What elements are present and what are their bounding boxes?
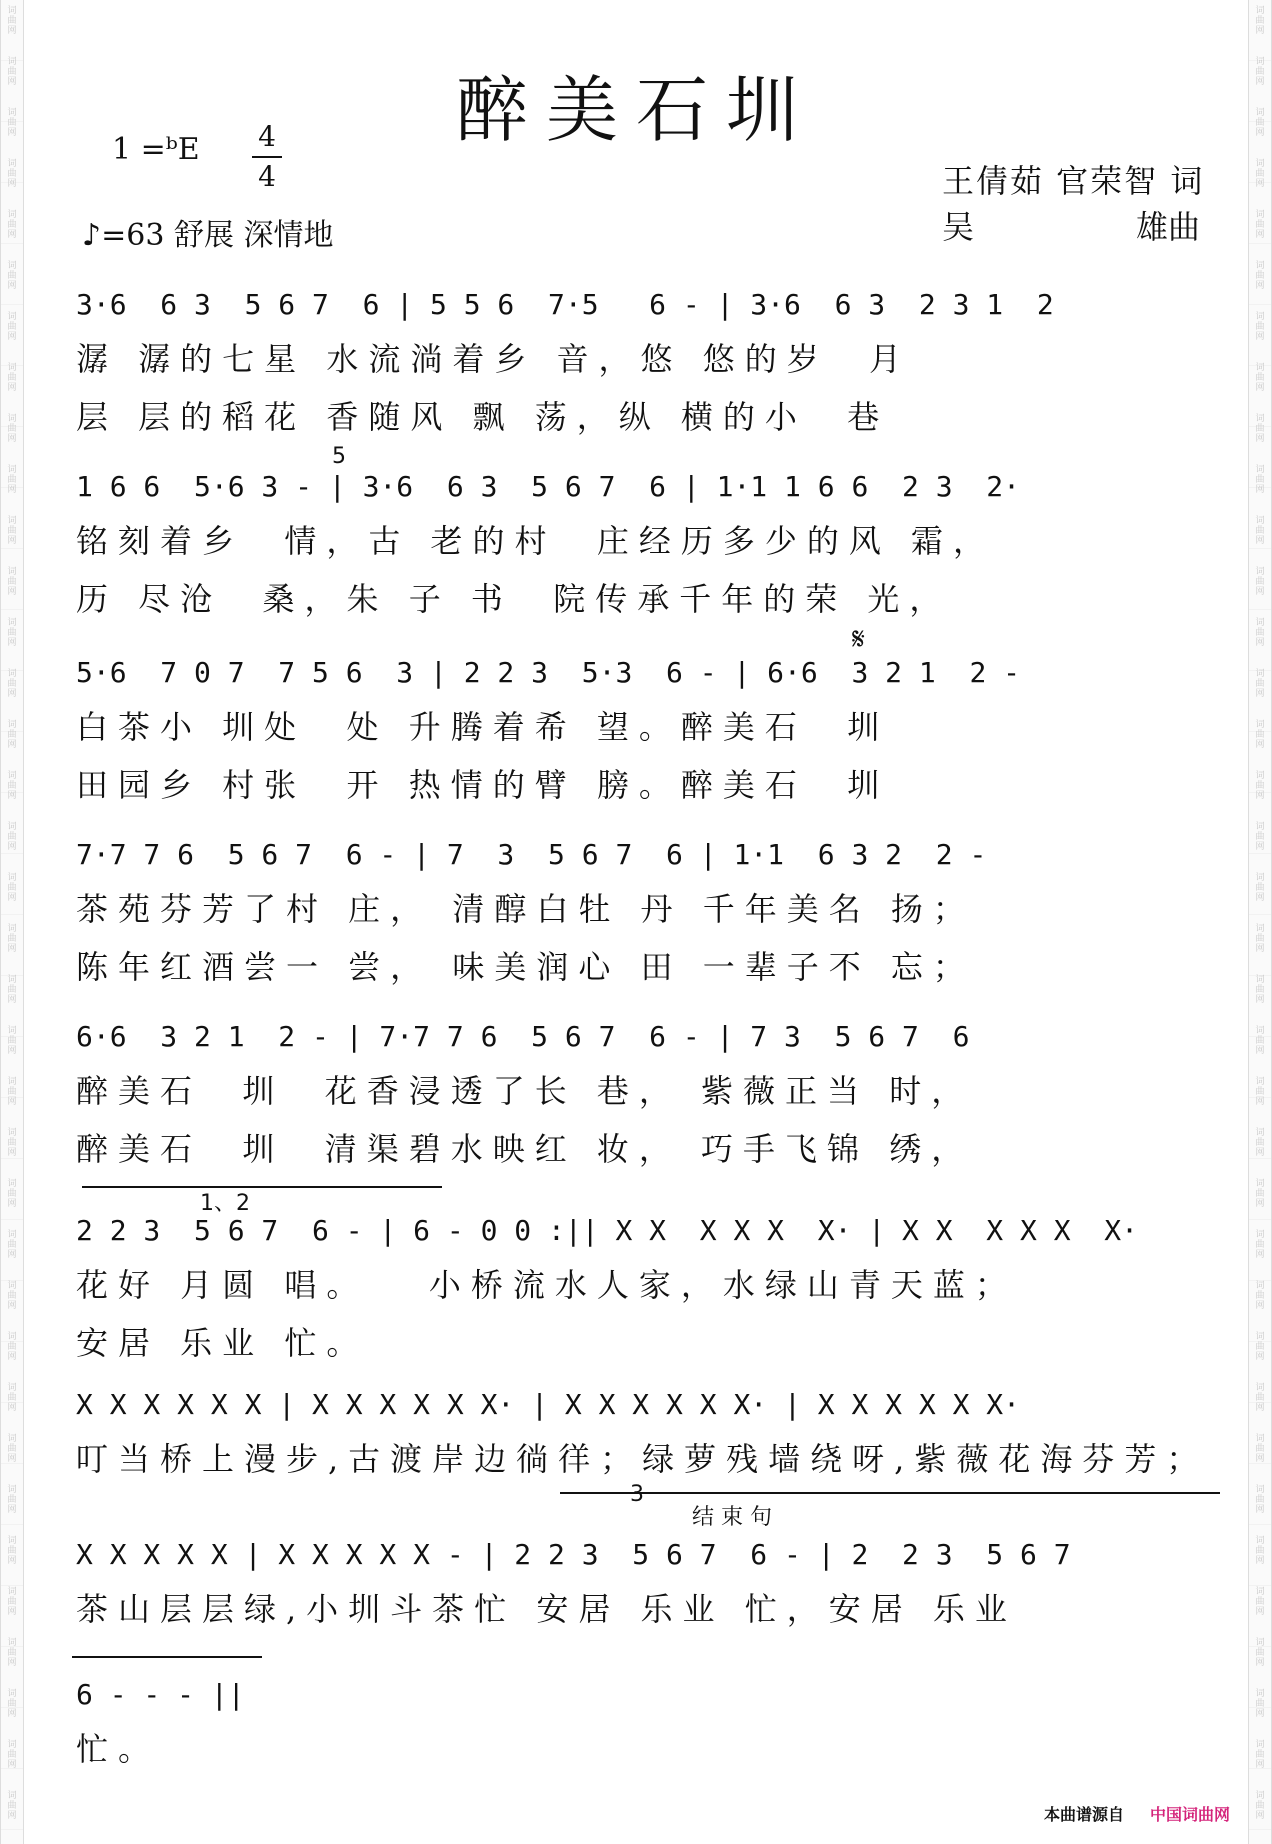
watermark-text: 词 曲 网 (7, 57, 17, 87)
watermark-text: 词 曲 网 (7, 1179, 17, 1209)
watermark-text: 词 曲 网 (7, 1740, 17, 1770)
lyric-verse-1: 叮当桥上漫步,古渡岸边徜徉；绿萝残墙绕呀,紫薇花海芬芳； (76, 1440, 1209, 1478)
grace-note: 5 (332, 444, 346, 469)
composer-given: 雄曲 (1135, 208, 1200, 246)
notes-line: 7·7 7 6 5 6 7 6 - | 7 3 5 6 7 6 | 1·1 6 3 2 2 - (76, 838, 987, 871)
watermark-text: 词 曲 网 (1255, 363, 1265, 393)
watermark-text: 词 曲 网 (7, 1332, 17, 1362)
coda-label: 结 束 句 (692, 1505, 772, 1530)
coda-bracket (560, 1492, 1220, 1494)
watermark-text: 词 曲 网 (7, 1587, 17, 1617)
right-watermark-strip (1248, 0, 1272, 1844)
left-watermark-strip (0, 0, 24, 1844)
watermark-text: 词 曲 网 (1255, 1689, 1265, 1719)
watermark-text: 词 曲 网 (7, 516, 17, 546)
watermark-text: 词 曲 网 (1255, 1587, 1265, 1617)
lyric-verse-2: 田园乡 村张 开 热情的臂 膀。醉美石 圳 (76, 766, 890, 804)
watermark-text: 词 曲 网 (7, 1638, 17, 1668)
watermark-text: 词 曲 网 (7, 363, 17, 393)
watermark-text: 词 曲 网 (1255, 975, 1265, 1005)
watermark-text: 词 曲 网 (7, 669, 17, 699)
watermark-text: 词 曲 网 (7, 210, 17, 240)
watermark-text: 词 曲 网 (7, 261, 17, 291)
notes-line: 2 2 3 5 6 7 6 - | 6 - 0 0 :|| X X X X X X· | X X X X X X· (76, 1214, 1139, 1247)
notes-line: 6·6 3 2 1 2 - | 7·7 7 6 5 6 7 6 - | 7 3 5 6 7 6 (76, 1020, 970, 1053)
score-row-6 (76, 1206, 1218, 1372)
lyric-verse-2: 层 层的稻花 香随风 飘 荡，纵 横的小 巷 (76, 398, 890, 436)
watermark-text: 词 曲 网 (1255, 771, 1265, 801)
watermark-text: 词 曲 网 (1255, 1332, 1265, 1362)
watermark-text: 词 曲 网 (1255, 1638, 1265, 1668)
lyric-verse-1: 花好 月圆 唱。 小桥流水人家，水绿山青天蓝； (76, 1266, 1017, 1304)
watermark-text: 词 曲 网 (1255, 1077, 1265, 1107)
watermark-text: 词 曲 网 (1255, 159, 1265, 189)
notes-line: 3·6 6 3 5 6 7 6 | 5 5 6 7·5 6 - | 3·6 6 3 2 3 1 2 (76, 288, 1054, 321)
watermark-text: 词 曲 网 (7, 108, 17, 138)
score-row-3 (76, 648, 1218, 814)
watermark-text: 词 曲 网 (1255, 108, 1265, 138)
lyric-verse-2: 安居 乐业 忙。 (76, 1324, 369, 1362)
watermark-text: 词 曲 网 (1255, 822, 1265, 852)
watermark-text: 词 曲 网 (1255, 1128, 1265, 1158)
meter-bottom: 4 (258, 160, 276, 193)
watermark-text: 词 曲 网 (1255, 567, 1265, 597)
notes-line: 5·6 7 0 7 7 5 6 3 | 2 2 3 5·3 6 - | 6·6 3 2 1 2 - (76, 656, 1021, 689)
watermark-text: 词 曲 网 (1255, 1791, 1265, 1821)
coda-number: 3 (630, 1482, 644, 1507)
watermark-text: 词 曲 网 (1255, 414, 1265, 444)
watermark-text: 词 曲 网 (1255, 261, 1265, 291)
lyric-verse-1: 忙。 (76, 1730, 161, 1768)
watermark-text: 词 曲 网 (7, 1128, 17, 1158)
segno-icon: 𝄋 (852, 622, 865, 657)
footer-source: 本曲谱源自 (1044, 1805, 1125, 1824)
watermark-text: 词 曲 网 (1255, 516, 1265, 546)
watermark-text: 词 曲 网 (7, 312, 17, 342)
notes-line: 6 - - - || (76, 1678, 245, 1711)
watermark-text: 词 曲 网 (1255, 1434, 1265, 1464)
watermark-text: 词 曲 网 (7, 720, 17, 750)
lyricist-credit: 王倩茹 官荣智 词 (942, 162, 1205, 200)
watermark-text: 词 曲 网 (7, 465, 17, 495)
score-row-4 (76, 830, 1218, 996)
composer-surname: 吴 (942, 208, 975, 246)
lyric-verse-1: 潺 潺的七星 水流淌着乡 音，悠 悠的岁 月 (76, 340, 912, 378)
notes-line: 1 6 6 5·6 3 - | 3·6 6 3 5 6 7 6 | 1·1 1 6 6 2 3 2· (76, 470, 1021, 503)
lyric-verse-1: 茶山层层绿,小圳斗茶忙 安居 乐业 忙，安居 乐业 (76, 1590, 1017, 1628)
watermark-text: 词 曲 网 (7, 1791, 17, 1821)
lyric-verse-2: 醉美石 圳 清渠碧水映红 妆， 巧手飞锦 绣， (76, 1130, 974, 1168)
watermark-text: 词 曲 网 (1255, 57, 1265, 87)
watermark-text: 词 曲 网 (7, 1485, 17, 1515)
time-signature (252, 118, 282, 196)
score-row-1 (76, 280, 1218, 446)
lyric-verse-1: 醉美石 圳 花香浸透了长 巷， 紫薇正当 时， (76, 1072, 974, 1110)
watermark-text: 词 曲 网 (7, 822, 17, 852)
score-row-8 (76, 1530, 1218, 1638)
watermark-text: 词 曲 网 (7, 618, 17, 648)
watermark-text: 词 曲 网 (7, 567, 17, 597)
watermark-text: 词 曲 网 (7, 1689, 17, 1719)
watermark-text: 词 曲 网 (1255, 1026, 1265, 1056)
lyric-verse-1: 白茶小 圳处 处 升腾着希 望。醉美石 圳 (76, 708, 890, 746)
watermark-text: 词 曲 网 (1255, 465, 1265, 495)
final-bracket (72, 1656, 262, 1658)
watermark-text: 词 曲 网 (1255, 210, 1265, 240)
lyric-verse-2: 历 尽沧 桑，朱 子 书 院传承千年的荣 光， (76, 580, 952, 618)
watermark-text: 词 曲 网 (1255, 1740, 1265, 1770)
watermark-text: 词 曲 网 (7, 1230, 17, 1260)
notes-line: X X X X X | X X X X X - | 2 2 3 5 6 7 6 - | 2 2 3 5 6 7 (76, 1538, 1071, 1571)
tempo-marking: ♪=63 舒展 深情地 (82, 218, 334, 253)
meter-top: 4 (252, 118, 282, 158)
watermark-text: 词 曲 网 (7, 1281, 17, 1311)
watermark-text: 词 曲 网 (7, 1077, 17, 1107)
watermark-text: 词 曲 网 (1255, 720, 1265, 750)
watermark-text: 词 曲 网 (7, 924, 17, 954)
watermark-text: 词 曲 网 (1255, 1383, 1265, 1413)
notes-line: X X X X X X | X X X X X X· | X X X X X X· | X X X X X X· (76, 1388, 1021, 1421)
watermark-text: 词 曲 网 (7, 975, 17, 1005)
watermark-text: 词 曲 网 (1255, 669, 1265, 699)
footer-site[interactable]: 中国词曲网 (1150, 1805, 1231, 1824)
watermark-text: 词 曲 网 (7, 6, 17, 36)
key-signature: 1 =ᵇE (112, 132, 200, 167)
watermark-text: 词 曲 网 (1255, 873, 1265, 903)
composer-credit (942, 202, 1200, 248)
volta-label: 1、2 (200, 1191, 250, 1216)
watermark-text: 词 曲 网 (1255, 1179, 1265, 1209)
watermark-text: 词 曲 网 (7, 771, 17, 801)
watermark-text: 词 曲 网 (7, 1026, 17, 1056)
score-row-7 (76, 1380, 1218, 1488)
watermark-text: 词 曲 网 (1255, 1230, 1265, 1260)
song-title: 醉美石圳 (455, 68, 816, 152)
watermark-text: 词 曲 网 (1255, 924, 1265, 954)
lyric-verse-1: 茶苑芬芳了村 庄， 清醇白牡 丹 千年美名 扬； (76, 890, 975, 928)
watermark-text: 词 曲 网 (7, 159, 17, 189)
lyric-verse-2: 陈年红酒尝一 尝， 味美润心 田 一辈子不 忘； (76, 948, 975, 986)
watermark-text: 词 曲 网 (1255, 618, 1265, 648)
watermark-text: 词 曲 网 (1255, 312, 1265, 342)
watermark-text: 词 曲 网 (1255, 1485, 1265, 1515)
watermark-text: 词 曲 网 (1255, 6, 1265, 36)
watermark-text: 词 曲 网 (7, 414, 17, 444)
watermark-text: 词 曲 网 (7, 1383, 17, 1413)
volta-bracket (82, 1186, 442, 1188)
lyric-verse-1: 铭刻着乡 情，古 老的村 庄经历多少的风 霜， (76, 522, 996, 560)
score-row-2 (76, 462, 1218, 628)
watermark-text: 词 曲 网 (7, 1434, 17, 1464)
watermark-text: 词 曲 网 (1255, 1281, 1265, 1311)
score-row-5 (76, 1012, 1218, 1178)
watermark-text: 词 曲 网 (7, 873, 17, 903)
watermark-text: 词 曲 网 (7, 1536, 17, 1566)
score-row-9 (76, 1670, 1218, 1778)
watermark-text: 词 曲 网 (1255, 1536, 1265, 1566)
